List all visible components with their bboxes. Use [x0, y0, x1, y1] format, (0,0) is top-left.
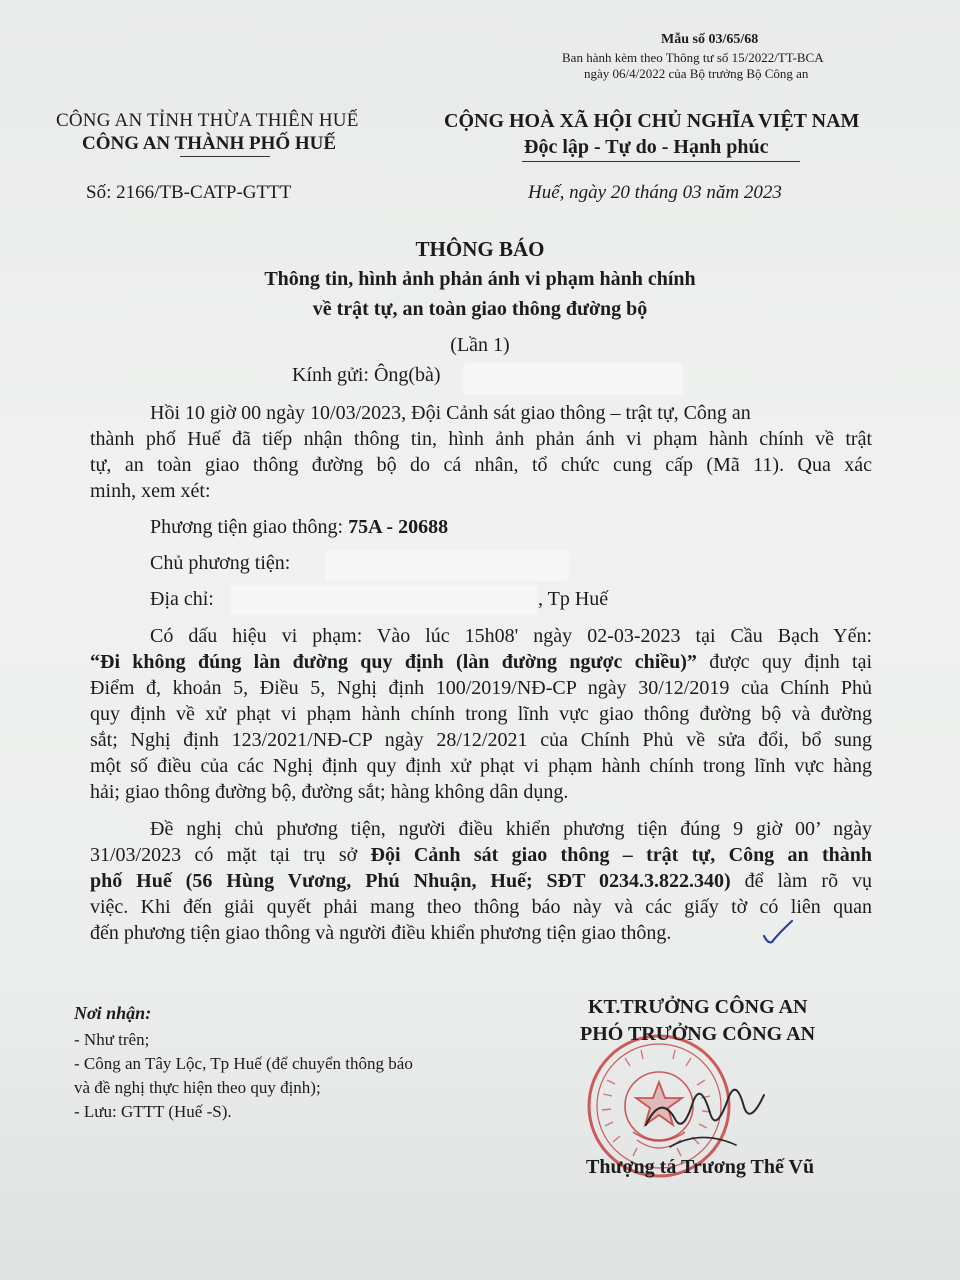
handwritten-signature: [640, 1055, 770, 1165]
recipients-item: - Như trên;: [74, 1030, 150, 1049]
recipients-item: - Lưu: GTTT (Huế -S).: [74, 1102, 232, 1121]
intro-line: tự, an toàn giao thông đường bộ do cá nhân, tổ chức cung cấp (Mã 11). Qua xác: [90, 454, 872, 476]
violation-line: “Đi không đúng làn đường quy định (làn đường ngược chiều)” được quy định tại: [90, 651, 873, 673]
signatory-title-1: KT.TRƯỞNG CÔNG AN: [588, 996, 808, 1018]
document-subtitle-1: Thông tin, hình ảnh phản ánh vi phạm hành chính: [264, 268, 696, 290]
violation-line: hải; giao thông đường bộ, đường sắt; hàng không dân dụng.: [90, 781, 569, 803]
document-subtitle-2: về trật tự, an toàn giao thông đường bộ: [312, 298, 648, 320]
intro-line: thành phố Huế đã tiếp nhận thông tin, hình ảnh phản ánh vi phạm hành chính về trật: [90, 428, 872, 450]
redacted-recipient-name: [464, 364, 682, 394]
request-line: 31/03/2023 có mặt tại trụ sở Đội Cảnh sát giao thông – trật tự, Công an thành: [90, 844, 872, 866]
violation-line: một số điều của các Nghị định quy định xử phạt vi phạm hành chính trong lĩnh vực hàng: [90, 755, 872, 777]
recipients-item: - Công an Tây Lộc, Tp Huế (để chuyển thông báo: [74, 1054, 413, 1073]
owner-label: Chủ phương tiện:: [150, 552, 291, 574]
agency-underline: [180, 156, 270, 157]
office-address: phố Huế (56 Hùng Vương, Phú Nhuận, Huế; SĐT 0234.3.822.340): [90, 870, 731, 892]
national-title: CỘNG HOÀ XÃ HỘI CHỦ NGHĨA VIỆT NAM: [444, 110, 860, 132]
redacted-address: [232, 586, 536, 614]
recipients-heading: Nơi nhận:: [74, 1003, 152, 1023]
violation-line: Có dấu hiệu vi phạm: Vào lúc 15h08' ngày 02-03-2023 tại Cầu Bạch Yến:: [150, 625, 872, 647]
parent-agency: CÔNG AN TỈNH THỪA THIÊN HUẾ: [56, 110, 359, 131]
violation-description: “Đi không đúng làn đường quy định (làn đường ngược chiều)”: [90, 651, 697, 673]
vehicle-label: Phương tiện giao thông:: [150, 516, 349, 538]
signatory-name: Thượng tá Trương Thế Vũ: [586, 1156, 815, 1178]
address-label: Địa chỉ:: [150, 588, 214, 610]
document-title: THÔNG BÁO: [415, 237, 545, 261]
issuing-agency: CÔNG AN THÀNH PHỐ HUẾ: [82, 133, 337, 154]
violation-line: sắt; Nghị định 123/2021/NĐ-CP ngày 28/12/2021 của Chính Phủ về sửa đổi, bổ sung: [90, 729, 872, 751]
request-line: đến phương tiện giao thông và người điều khiển phương tiện giao thông.: [90, 922, 672, 944]
place-date: Huế, ngày 20 tháng 03 năm 2023: [528, 182, 782, 203]
form-issuance-line: Ban hành kèm theo Thông tư số 15/2022/TT-BCA: [562, 50, 824, 65]
request-line: phố Huế (56 Hùng Vương, Phú Nhuận, Huế; SĐT 0234.3.822.340) để làm rõ vụ: [90, 870, 873, 892]
redacted-owner-name: [326, 551, 568, 580]
national-motto: Độc lập - Tự do - Hạnh phúc: [524, 136, 769, 158]
violation-line: quy định về xử phạt vi phạm hành chính trong lĩnh vực giao thông đường bộ và đường: [90, 703, 872, 725]
signatory-title-2: PHÓ TRƯỞNG CÔNG AN: [580, 1023, 816, 1045]
edition-number: (Lần 1): [450, 334, 510, 356]
request-line: Đề nghị chủ phương tiện, người điều khiển phương tiện đúng 9 giờ 00’ ngày: [150, 818, 872, 840]
office-name: Đội Cảnh sát giao thông – trật tự, Công an thành: [370, 844, 872, 866]
recipient-label: Kính gửi: Ông(bà): [292, 364, 441, 386]
intro-line: minh, xem xét:: [90, 480, 211, 502]
recipients-item: và đề nghị thực hiện theo quy định);: [74, 1078, 321, 1097]
address-city: , Tp Huế: [538, 588, 609, 610]
form-issuance-date: ngày 06/4/2022 của Bộ trưởng Bộ Công an: [584, 66, 809, 81]
intro-line: Hồi 10 giờ 00 ngày 10/03/2023, Đội Cảnh sát giao thông – trật tự, Công an: [150, 402, 751, 424]
violation-line: Điểm đ, khoản 5, Điều 5, Nghị định 100/2019/NĐ-CP ngày 30/12/2019 của Chính Phủ: [90, 677, 872, 699]
pen-check-mark-icon: [762, 918, 796, 948]
document-number: Số: 2166/TB-CATP-GTTT: [86, 182, 292, 203]
motto-underline: [522, 161, 800, 162]
vehicle-plate: 75A - 20688: [348, 516, 449, 538]
request-line: việc. Khi đến giải quyết phải mang theo thông báo này và các giấy tờ có liên quan: [90, 896, 872, 918]
form-number: Mẫu số 03/65/68: [661, 32, 759, 47]
vehicle-line: [150, 516, 448, 539]
